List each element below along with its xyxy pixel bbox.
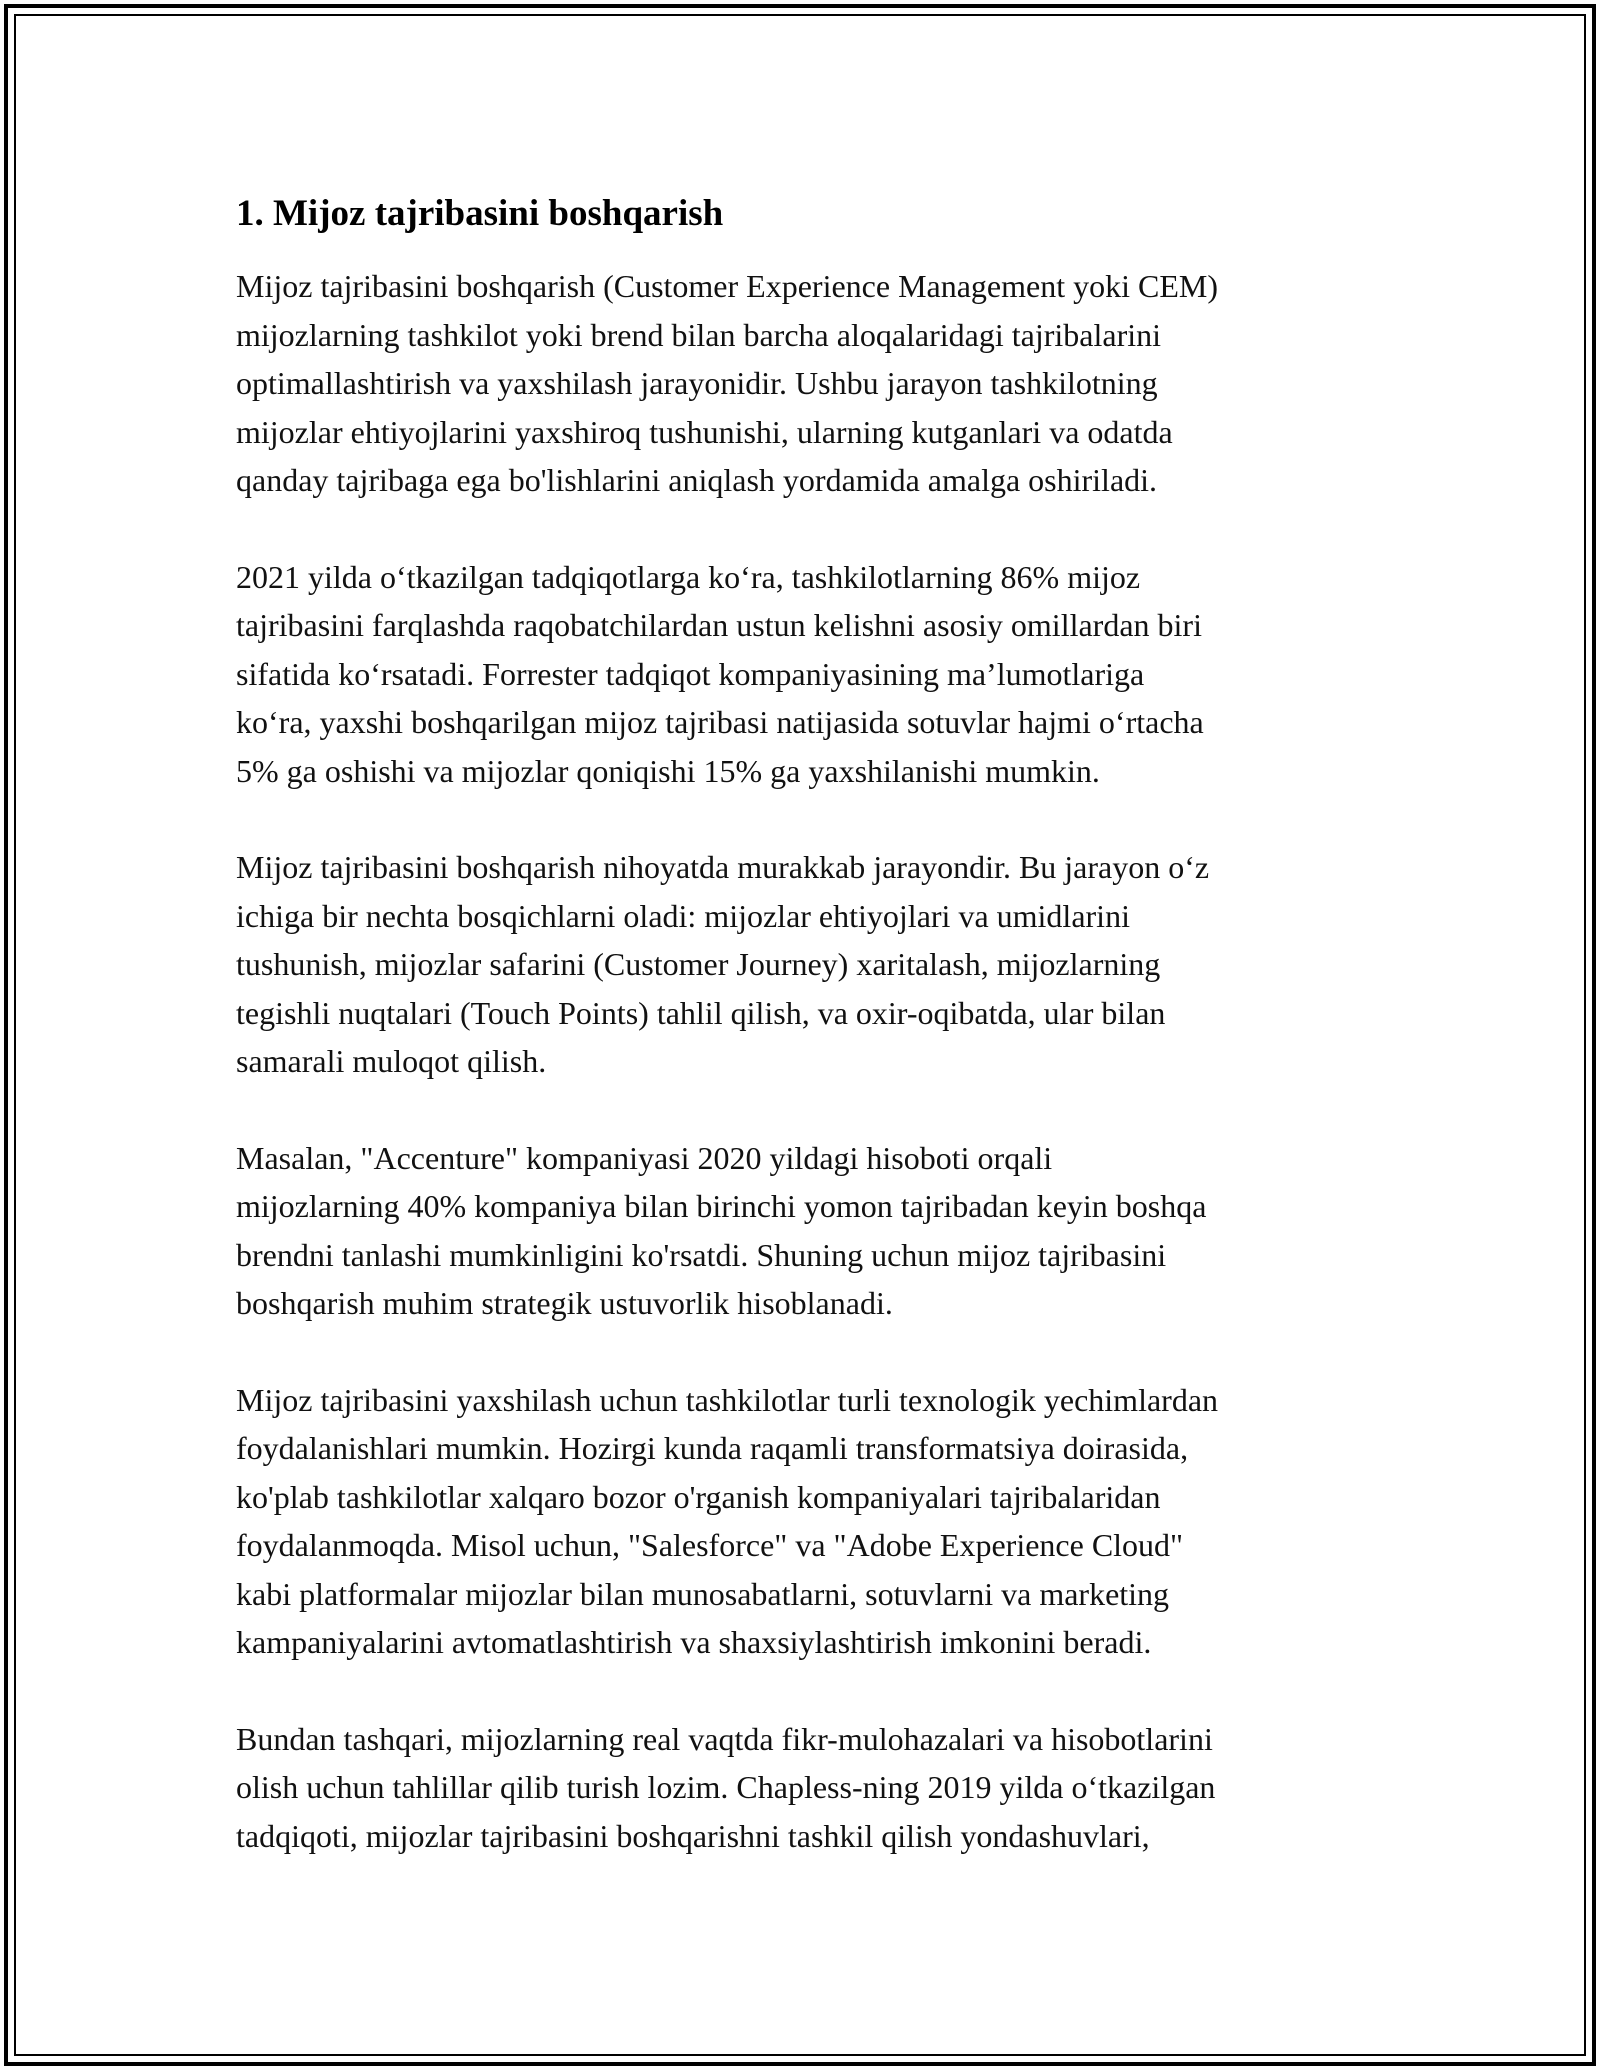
- text-line: brendni tanlashi mumkinligini ko'rsatdi. Shuning uchun mijoz tajribasini: [236, 1236, 1167, 1273]
- text-line: mijozlar ehtiyojlarini yaxshiroq tushunishi, ularning kutganlari va odatda: [236, 413, 1173, 450]
- text-line: kabi platformalar mijozlar bilan munosabatlarni, sotuvlarni va marketing: [236, 1575, 1170, 1612]
- text-line: Masalan, "Accenture" kompaniyasi 2020 yildagi hisoboti orqali: [236, 1139, 1053, 1176]
- paragraph-accenture-example: [236, 1134, 1376, 1328]
- text-line: tadqiqoti, mijozlar tajribasini boshqarishni tashkil qilish yondashuvlari,: [236, 1817, 1150, 1854]
- text-line: foydalanmoqda. Misol uchun, "Salesforce" va "Adobe Experience Cloud": [236, 1527, 1184, 1563]
- paragraph-cem-definition: [236, 262, 1376, 505]
- paragraph-realtime-feedback: [236, 1715, 1376, 1861]
- text-line: Mijoz tajribasini boshqarish (Customer Experience Management yoki CEM): [236, 268, 1218, 304]
- text-line: samarali muloqot qilish.: [236, 1043, 547, 1079]
- section-heading: 1. Mijoz tajribasini boshqarish: [236, 193, 724, 234]
- text-line: tajribasini farqlashda raqobatchilardan ustun kelishni asosiy omillardan biri: [236, 607, 1202, 643]
- paragraph-process-stages: [236, 843, 1376, 1086]
- text-line: sifatida koʻrsatadi. Forrester tadqiqot kompaniyasining maʼlumotlariga: [236, 655, 1145, 692]
- text-line: mijozlarning tashkilot yoki brend bilan barcha aloqalaridagi tajribalarini: [236, 316, 1162, 353]
- text-line: koʻra, yaxshi boshqarilgan mijoz tajribasi natijasida sotuvlar hajmi oʻrtacha: [236, 704, 1204, 740]
- text-line: boshqarish muhim strategik ustuvorlik hisoblanadi.: [236, 1285, 893, 1321]
- document-page: [236, 186, 1376, 1908]
- text-line: Mijoz tajribasini yaxshilash uchun tashkilotlar turli texnologik yechimlardan: [236, 1381, 1219, 1418]
- text-line: tushunish, mijozlar safarini (Customer Journey) xaritalash, mijozlarning: [236, 946, 1161, 982]
- text-line: optimallashtirish va yaxshilash jarayonidir. Ushbu jarayon tashkilotning: [236, 365, 1158, 401]
- text-line: 5% ga oshishi va mijozlar qoniqishi 15% ga yaxshilanishi mumkin.: [236, 752, 1100, 789]
- text-line: Bundan tashqari, mijozlarning real vaqtda fikr-mulohazalari va hisobotlarini: [236, 1720, 1213, 1757]
- text-line: ichiga bir nechta bosqichlarni oladi: mijozlar ehtiyojlari va umidlarini: [236, 897, 1130, 934]
- text-line: qanday tajribaga ega bo'lishlarini aniqlash yordamida amalga oshiriladi.: [236, 462, 1158, 498]
- paragraph-technology-solutions: [236, 1376, 1376, 1667]
- text-line: 2021 yilda oʻtkazilgan tadqiqotlarga koʻra, tashkilotlarning 86% mijoz: [236, 558, 1141, 595]
- text-line: ko'plab tashkilotlar xalqaro bozor o'rganish kompaniyalari tajribalaridan: [236, 1478, 1161, 1515]
- text-line: Mijoz tajribasini boshqarish nihoyatda murakkab jarayondir. Bu jarayon oʻz: [236, 849, 1210, 885]
- paragraph-statistics-2021: [236, 553, 1376, 796]
- text-line: olish uchun tahlillar qilib turish lozim. Chapless-ning 2019 yilda oʻtkazilgan: [236, 1769, 1216, 1805]
- text-line: tegishli nuqtalari (Touch Points) tahlil qilish, va oxir-oqibatda, ular bilan: [236, 994, 1166, 1031]
- text-line: foydalanishlari mumkin. Hozirgi kunda raqamli transformatsiya doirasida,: [236, 1430, 1189, 1466]
- text-line: mijozlarning 40% kompaniya bilan birinchi yomon tajribadan keyin boshqa: [236, 1188, 1207, 1224]
- text-line: kampaniyalarini avtomatlashtirish va shaxsiylashtirish imkonini beradi.: [236, 1624, 1152, 1660]
